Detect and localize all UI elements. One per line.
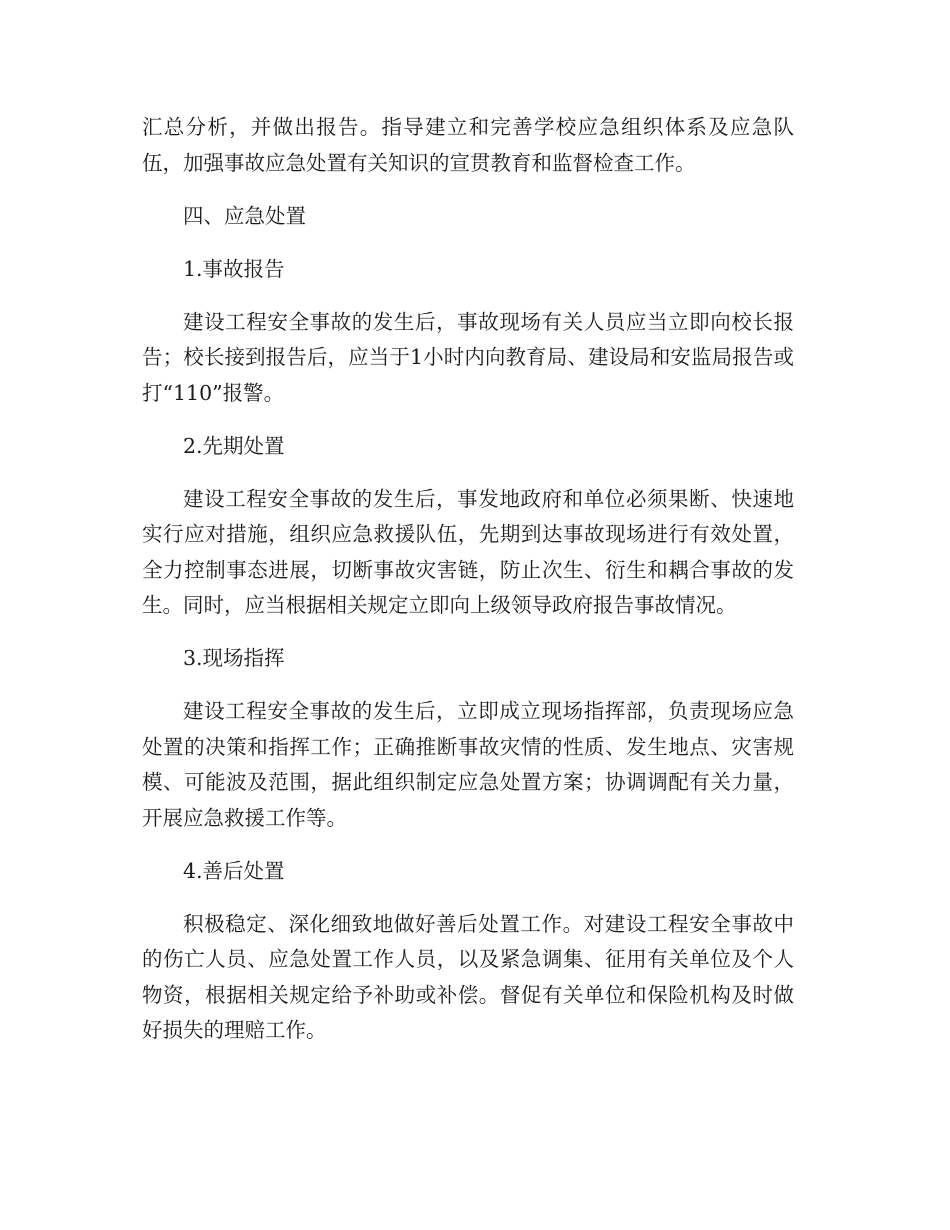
paragraph-aftermath: 积极稳定、深化细致地做好善后处置工作。对建设工程安全事故中的伤亡人员、应急处置工作人员，以及紧急调集、征用有关单位及个人物资，根据相关规定给予补助或补偿。督促有关单位和保险机构及时做好损失的理赔工作。 [142, 911, 794, 1042]
document-body [142, 110, 794, 1066]
subheading-aftermath: 4.善后处置 [183, 858, 285, 883]
paragraph-initial-response: 建设工程安全事故的发生后，事发地政府和单位必须果断、快速地实行应对措施，组织应急救援队伍，先期到达事故现场进行有效处置，全力控制事态进展，切断事故灾害链，防止次生、衍生和耦合事故的发生。同时，应当根据相关规定立即向上级领导政府报告事故情况。 [142, 486, 794, 617]
paragraph-accident-report: 建设工程安全事故的发生后，事故现场有关人员应当立即向校长报告；校长接到报告后，应当于1小时内向教育局、建设局和安监局报告或打“110”报警。 [142, 309, 794, 405]
paragraph-continuation: 汇总分析，并做出报告。指导建立和完善学校应急组织体系及应急队伍，加强事故应急处置有关知识的宣贯教育和监督检查工作。 [142, 115, 794, 175]
section-heading-emergency-response: 四、应急处置 [183, 203, 306, 228]
subheading-site-command: 3.现场指挥 [183, 646, 285, 670]
subheading-initial-response: 2.先期处置 [183, 433, 285, 458]
paragraph-site-command: 建设工程安全事故的发生后，立即成立现场指挥部，负责现场应急处置的决策和指挥工作；正确推断事故灾情的性质、发生地点、灾害规模、可能波及范围，据此组织制定应急处置方案；协调调配有关力量，开展应急救援工作等。 [142, 699, 794, 830]
subheading-accident-report: 1.事故报告 [183, 256, 285, 281]
